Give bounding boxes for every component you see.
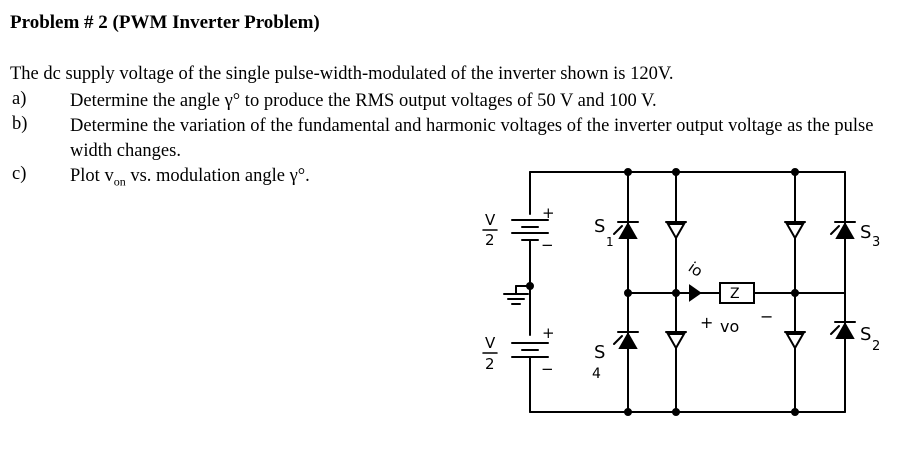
thyristor-s1 xyxy=(614,222,638,238)
diode-d3 xyxy=(785,222,805,238)
diode-d2 xyxy=(785,332,805,348)
source-bottom-minus: − xyxy=(541,360,554,378)
source-top-minus: − xyxy=(541,236,554,254)
s3-label: S xyxy=(860,222,872,243)
item-c-text: Plot $v_{on}$ vs. modulation angle γ°. xyxy=(70,166,310,189)
dc-source-bottom xyxy=(512,343,548,357)
source-bottom-plus: + xyxy=(542,324,555,342)
s2-subscript: 2 xyxy=(872,339,881,354)
source-top-denominator: 2 xyxy=(485,231,495,249)
current-label-io: io xyxy=(684,258,707,281)
ground-symbol xyxy=(504,283,533,304)
diode-d4 xyxy=(666,332,686,348)
output-voltage-label: vo xyxy=(720,317,740,336)
source-top-numerator: V xyxy=(485,211,496,229)
item-b-text: Determine the variation of the fundamental and harmonic voltages of the inverter output voltage as the pulse width changes. xyxy=(70,116,874,161)
output-plus: + xyxy=(700,313,714,332)
s3-subscript: 3 xyxy=(872,235,881,250)
diode-d1 xyxy=(666,222,686,238)
current-arrow-icon xyxy=(690,286,700,300)
s1-label: S xyxy=(594,216,606,237)
item-c-label: c) xyxy=(12,164,27,184)
problem-intro: The dc supply voltage of the single pulse-width-modulated of the inverter shown is 120V. xyxy=(10,64,674,84)
source-bottom-numerator: V xyxy=(485,334,496,352)
s4-subscript: 4 xyxy=(592,366,601,382)
output-minus: − xyxy=(760,307,774,326)
s4-label: S xyxy=(594,342,606,363)
problem-title: Problem # 2 (PWM Inverter Problem) xyxy=(10,12,320,33)
item-a-label: a) xyxy=(12,89,27,109)
thyristor-s3 xyxy=(831,222,855,238)
thyristor-s4 xyxy=(614,332,638,348)
source-top-plus: + xyxy=(542,204,555,222)
thyristor-s2 xyxy=(831,322,855,338)
item-b-label: b) xyxy=(12,114,28,134)
item-a-text: Determine the angle γ° to produce the RMS output voltages of 50 V and 100 V. xyxy=(70,91,657,111)
s1-subscript: 1 xyxy=(606,235,614,249)
load-label-z: Z xyxy=(730,286,740,302)
s2-label: S xyxy=(860,324,872,345)
source-bottom-denominator: 2 xyxy=(485,355,495,373)
